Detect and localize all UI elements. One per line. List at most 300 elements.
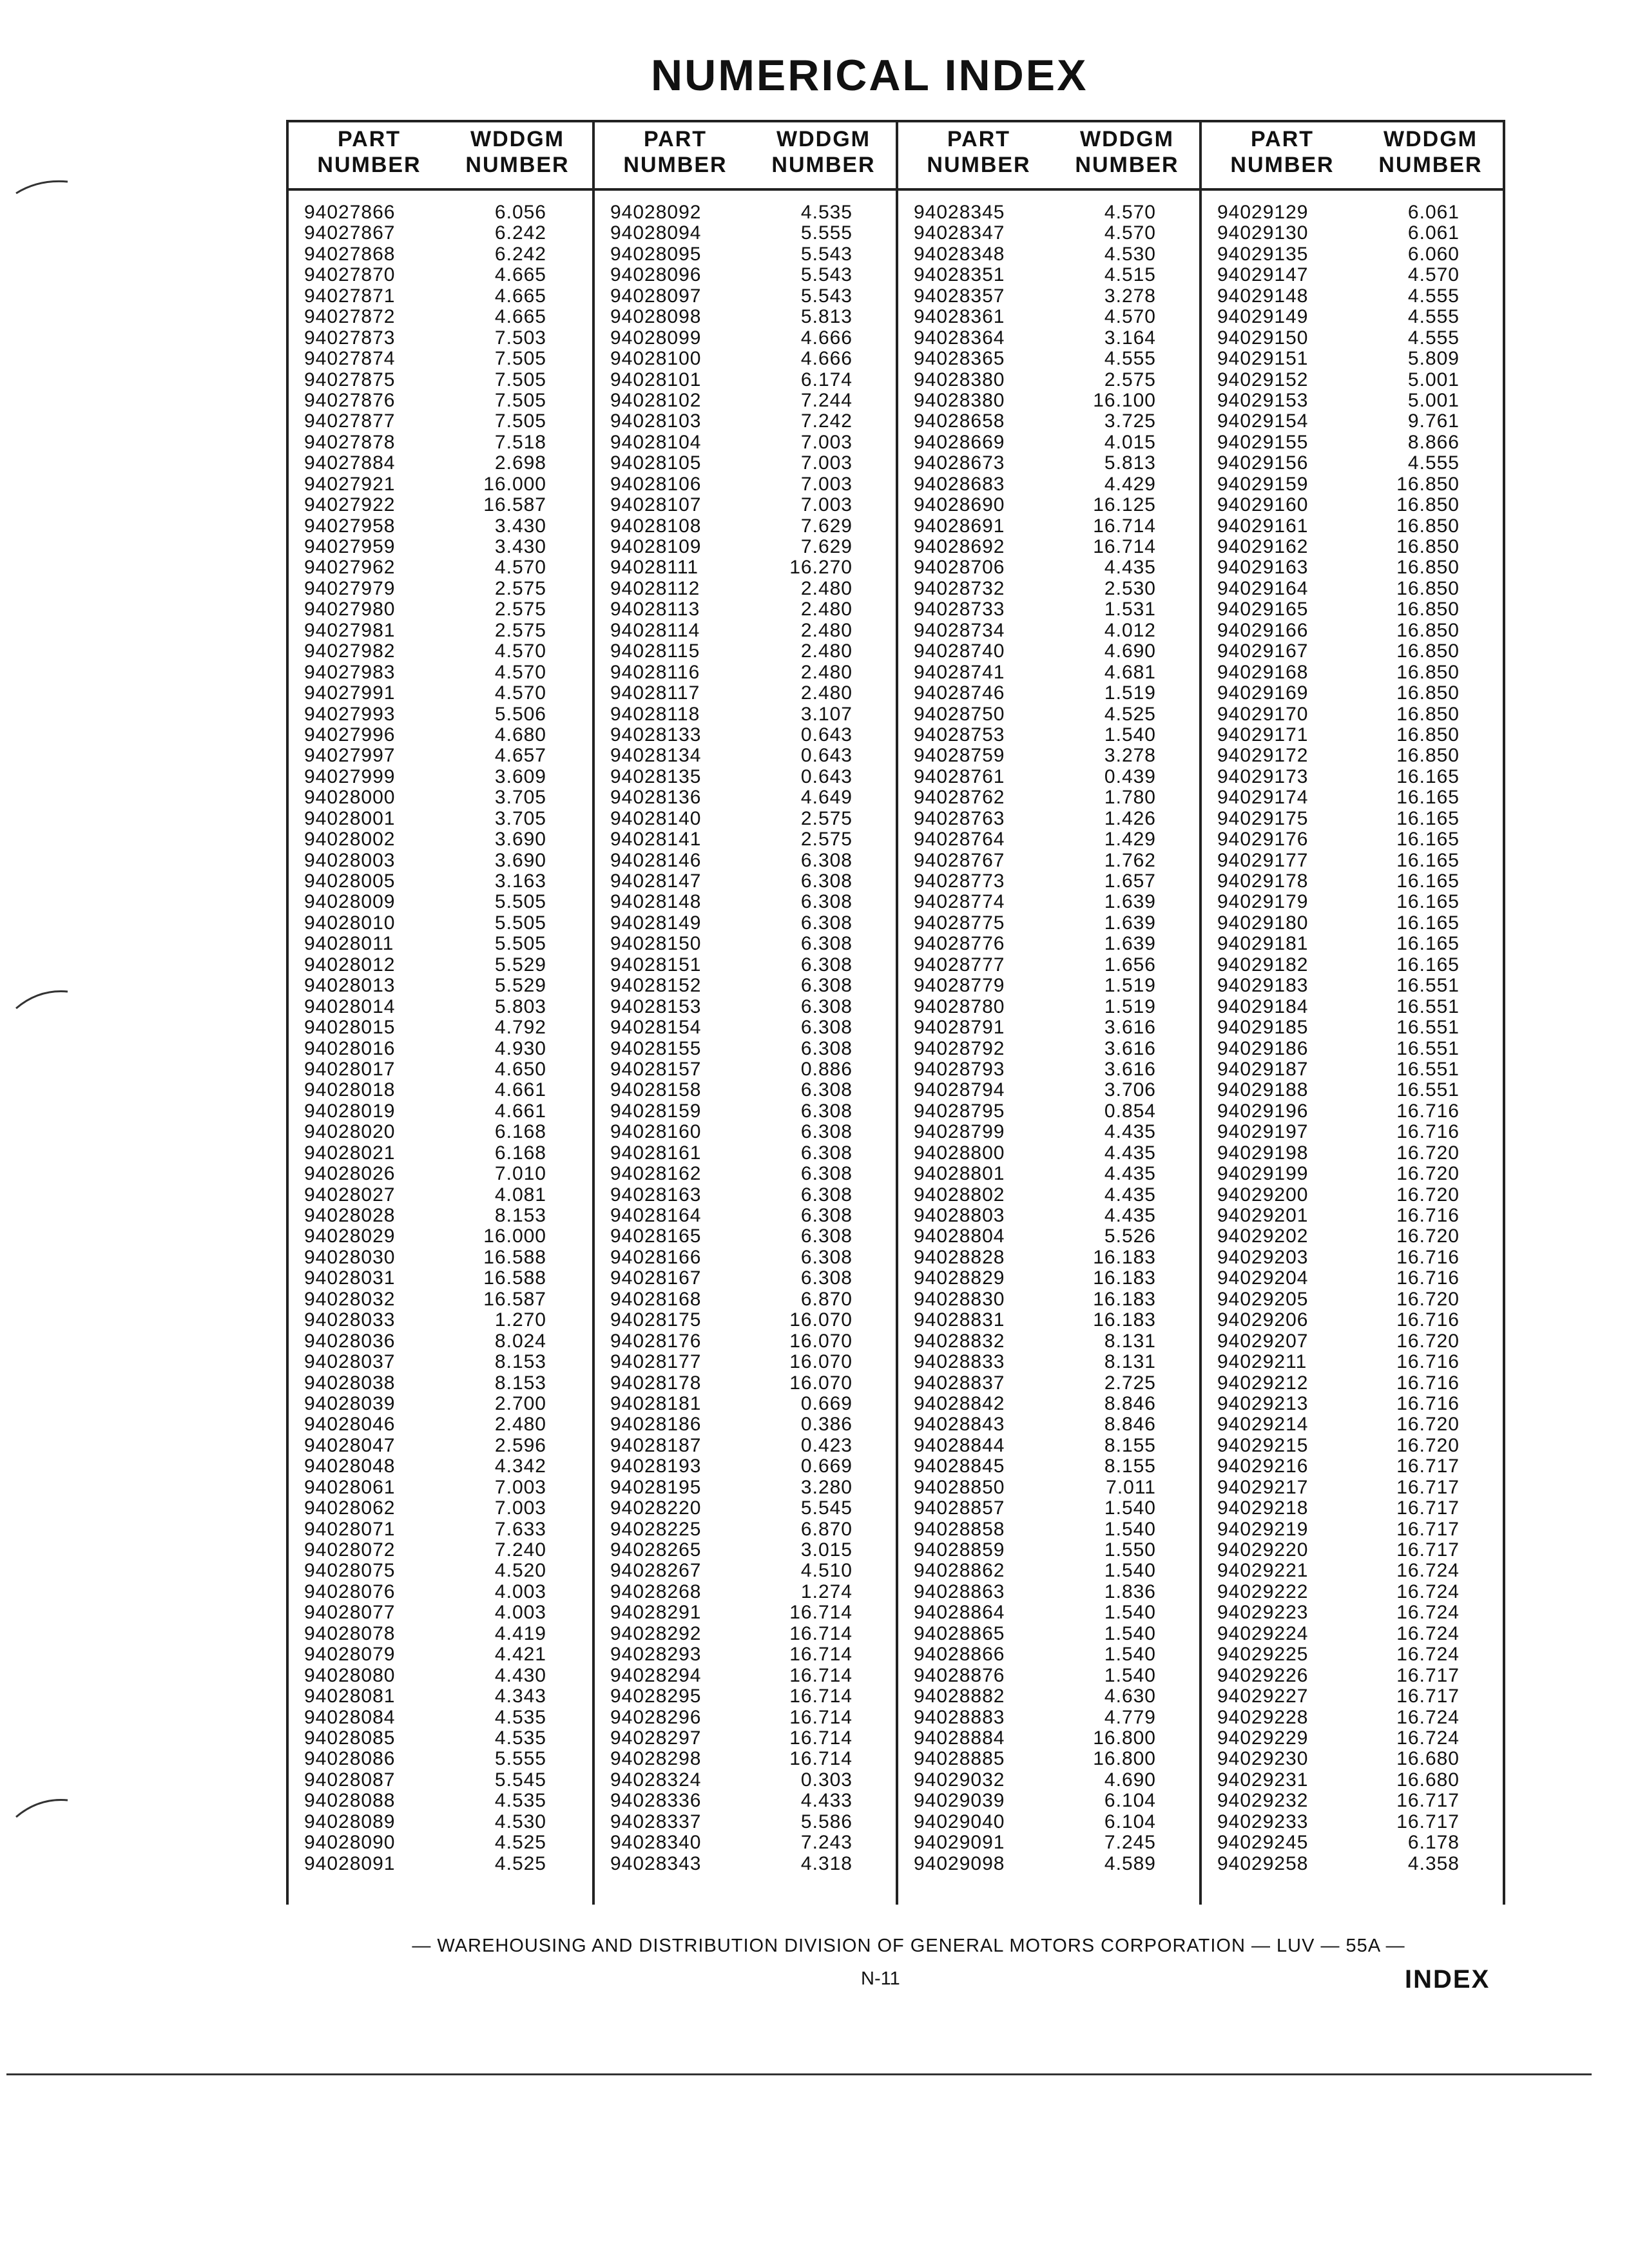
wddgm-number: 16.587 [483,494,546,516]
table-row [1202,223,1505,244]
wddgm-number: 16.551 [1396,975,1460,997]
part-number: 94029211 [1217,1351,1307,1373]
part-number: 94028116 [610,661,700,683]
table-row [289,1373,592,1394]
wddgm-number: 16.588 [483,1246,546,1268]
table-row [595,1247,898,1268]
part-number: 94028734 [914,619,1005,641]
table-row [1202,1854,1505,1874]
part-number: 94028225 [610,1518,702,1540]
part-number: 94028801 [914,1163,1005,1185]
table-row [1202,1561,1505,1581]
part-number: 94029223 [1217,1602,1309,1624]
wddgm-number: 3.430 [494,536,546,557]
wddgm-number: 3.163 [494,870,546,892]
wddgm-number: 16.716 [1396,1392,1460,1414]
table-row [1202,829,1505,850]
table-row [1202,1101,1505,1122]
wddgm-number: 16.714 [789,1706,853,1728]
wddgm-number: 5.001 [1407,369,1460,390]
part-number: 94029198 [1217,1142,1309,1164]
part-number: 94028164 [610,1205,702,1226]
wddgm-number: 16.850 [1396,640,1460,662]
table-row [898,1456,1201,1477]
part-number: 94029175 [1217,807,1309,829]
wddgm-number: 6.308 [800,1184,853,1206]
wddgm-number: 5.813 [800,306,853,328]
table-row [1202,1143,1505,1164]
part-number: 94028018 [304,1079,396,1101]
wddgm-number: 1.780 [1104,787,1156,809]
wddgm-number: 2.725 [1104,1372,1156,1394]
part-number: 94028876 [914,1664,1005,1686]
part-number: 94028186 [610,1414,702,1436]
wddgm-number: 1.657 [1104,870,1156,892]
table-row [289,892,592,912]
index-column-1 [289,120,592,1905]
wddgm-number: 16.850 [1396,745,1460,767]
part-number: 94028003 [304,849,396,871]
wddgm-number: 4.012 [1104,619,1156,641]
part-number: 94029213 [1217,1392,1309,1414]
wddgm-number: 16.165 [1396,849,1460,871]
wddgm-number: 6.308 [800,1037,853,1059]
part-number: 94029130 [1217,222,1309,244]
part-number: 94028038 [304,1372,396,1394]
table-row [595,1436,898,1456]
part-number: 94029184 [1217,995,1309,1017]
table-row [289,1812,592,1832]
part-number: 94028857 [914,1497,1005,1519]
index-column-2 [592,120,898,1905]
table-row [898,286,1201,307]
wddgm-number: 4.435 [1104,557,1156,579]
wddgm-number: 16.720 [1396,1163,1460,1185]
wddgm-number: 16.720 [1396,1288,1460,1310]
wddgm-number: 2.596 [494,1434,546,1456]
wddgm-number: 1.639 [1104,933,1156,955]
table-row [289,286,592,307]
wddgm-number: 16.680 [1396,1769,1460,1791]
part-number: 94029201 [1217,1205,1309,1226]
table-row [898,1310,1201,1331]
part-number: 94029224 [1217,1622,1309,1644]
wddgm-number: 7.244 [800,389,853,411]
part-number: 94029153 [1217,389,1309,411]
table-row [289,1164,592,1184]
wddgm-number: 1.540 [1104,1497,1156,1519]
table-row [595,328,898,349]
wddgm-number: 2.700 [494,1392,546,1414]
part-number: 94029200 [1217,1184,1309,1206]
part-number: 94028776 [914,933,1005,955]
part-number: 94028076 [304,1581,396,1602]
part-number: 94029215 [1217,1434,1309,1456]
part-number: 94028081 [304,1686,396,1707]
part-number: 94029214 [1217,1414,1309,1436]
table-row [289,871,592,892]
part-number: 94028092 [610,202,702,223]
part-number: 94029203 [1217,1246,1309,1268]
part-number: 94028102 [610,389,702,411]
wddgm-number: 2.480 [800,599,853,620]
table-row [289,955,592,975]
table-row [289,1289,592,1310]
wddgm-number: 16.714 [789,1664,853,1686]
table-row [595,1373,898,1394]
table-row [289,390,592,411]
wddgm-number: 0.643 [800,765,853,787]
part-number: 94028361 [914,306,1005,328]
table-row [595,1540,898,1561]
wddgm-number: 1.426 [1104,807,1156,829]
table-row [1202,599,1505,620]
wddgm-number: 6.308 [800,1100,853,1122]
table-row [595,1791,898,1811]
wddgm-number: 6.308 [800,975,853,997]
table-row [289,1101,592,1122]
table-row [595,997,898,1017]
part-number: 94028113 [610,599,700,620]
table-row [595,1624,898,1644]
wddgm-number: 16.724 [1396,1581,1460,1602]
table-row [1202,1352,1505,1372]
wddgm-number: 8.846 [1104,1392,1156,1414]
table-row [898,1749,1201,1769]
index-column-4 [1199,120,1505,1905]
table-row [289,244,592,265]
part-number: 94027991 [304,682,396,704]
binder-mark-middle [13,983,71,1015]
part-number: 94028010 [304,912,396,934]
part-number: 94028193 [610,1456,702,1477]
wddgm-number: 7.003 [800,452,853,474]
table-row [595,1666,898,1686]
part-number: 94028134 [610,745,702,767]
index-rows [595,202,898,1874]
part-number: 94029202 [1217,1225,1309,1247]
wddgm-number: 1.274 [800,1581,853,1602]
wddgm-number: 16.724 [1396,1622,1460,1644]
wddgm-number: 4.343 [494,1686,546,1707]
part-number: 94029098 [914,1852,1005,1874]
table-row [1202,1226,1505,1247]
wddgm-number: 16.714 [1093,536,1156,557]
wddgm-number: 16.850 [1396,473,1460,495]
table-row [289,1122,592,1142]
part-number: 94029221 [1217,1560,1309,1582]
table-row [898,537,1201,557]
wddgm-number: 8.153 [494,1205,546,1226]
wddgm-number: 8.846 [1104,1414,1156,1436]
wddgm-number: 3.705 [494,787,546,809]
part-number: 94028800 [914,1142,1005,1164]
part-number: 94028658 [914,410,1005,432]
index-rows [289,202,592,1874]
part-number: 94028364 [914,327,1005,349]
header-part-sub: NUMBER [623,153,728,177]
part-number: 94028029 [304,1225,396,1247]
wddgm-number: 4.665 [494,285,546,307]
table-row [1202,390,1505,411]
table-row [289,1310,592,1331]
table-row [595,1268,898,1289]
table-row [595,975,898,996]
header-part-label: PART [643,127,708,151]
part-number: 94028340 [610,1832,702,1854]
table-row [898,787,1201,808]
part-number: 94028027 [304,1184,396,1206]
part-number: 94028175 [610,1309,702,1331]
binder-mark-bottom [13,1791,71,1823]
header-part-sub: NUMBER [927,153,1031,177]
table-row [595,1080,898,1100]
table-row [898,892,1201,912]
part-number: 94028019 [304,1100,396,1122]
table-row [289,223,592,244]
table-row [289,1770,592,1791]
table-row [289,1206,592,1226]
part-number: 94028100 [610,348,702,370]
table-row [289,641,592,662]
part-number: 94028005 [304,870,396,892]
table-row [289,1728,592,1749]
wddgm-number: 8.155 [1104,1434,1156,1456]
wddgm-number: 5.809 [1407,348,1460,370]
table-row [898,725,1201,745]
table-row [898,202,1201,223]
wddgm-number: 2.575 [1104,369,1156,390]
table-row [595,1519,898,1540]
part-number: 94028295 [610,1686,702,1707]
header-part-sub: NUMBER [317,153,421,177]
part-number: 94028039 [304,1392,396,1414]
part-number: 94029039 [914,1790,1005,1812]
table-row [1202,1791,1505,1811]
table-row [289,1832,592,1853]
table-row [1202,1331,1505,1352]
part-number: 94028030 [304,1246,396,1268]
wddgm-number: 16.000 [483,1225,546,1247]
table-row [595,787,898,808]
part-number: 94028048 [304,1456,396,1477]
wddgm-number: 4.525 [494,1852,546,1874]
wddgm-number: 7.505 [494,389,546,411]
header-wddgm-sub: NUMBER [1075,153,1179,177]
table-row [595,1707,898,1728]
part-number: 94028380 [914,389,1005,411]
part-number: 94028774 [914,891,1005,913]
table-row [898,557,1201,578]
table-row [898,1770,1201,1791]
part-number: 94029173 [1217,765,1309,787]
wddgm-number: 7.629 [800,536,853,557]
part-number: 94028351 [914,264,1005,286]
wddgm-number: 3.609 [494,765,546,787]
table-row [595,1582,898,1602]
part-number: 94028168 [610,1288,702,1310]
part-number: 94029231 [1217,1769,1309,1791]
table-row [898,307,1201,327]
part-number: 94029216 [1217,1456,1309,1477]
part-number: 94028733 [914,599,1005,620]
table-row [1202,1519,1505,1540]
table-row [289,787,592,808]
wddgm-number: 16.724 [1396,1644,1460,1666]
table-row [1202,787,1505,808]
part-number: 94028780 [914,995,1005,1017]
table-row [289,1436,592,1456]
binder-mark-top [13,174,71,200]
wddgm-number: 4.435 [1104,1121,1156,1143]
wddgm-number: 16.724 [1396,1602,1460,1624]
table-row [898,1624,1201,1644]
table-row [289,1143,592,1164]
part-number: 94029207 [1217,1330,1309,1352]
part-number: 94028154 [610,1017,702,1039]
wddgm-number: 0.439 [1104,765,1156,787]
part-number: 94028882 [914,1686,1005,1707]
table-row [289,1226,592,1247]
part-number: 94028773 [914,870,1005,892]
table-row [289,516,592,537]
wddgm-number: 7.240 [494,1539,546,1561]
table-row [289,1059,592,1080]
part-number: 94028732 [914,577,1005,599]
part-number: 94027876 [304,389,396,411]
part-number: 94028062 [304,1497,396,1519]
part-number: 94028759 [914,745,1005,767]
wddgm-number: 4.430 [494,1664,546,1686]
table-row [289,495,592,515]
part-number: 94029156 [1217,452,1309,474]
table-row [898,1039,1201,1059]
part-number: 94029032 [914,1769,1005,1791]
part-number: 94028763 [914,807,1005,829]
table-row [289,1414,592,1435]
table-row [595,704,898,725]
wddgm-number: 16.724 [1396,1706,1460,1728]
wddgm-number: 16.714 [789,1727,853,1749]
wddgm-number: 16.716 [1396,1100,1460,1122]
wddgm-number: 6.061 [1407,202,1460,223]
table-row [898,745,1201,766]
table-row [289,913,592,934]
table-row [898,934,1201,954]
table-row [1202,1666,1505,1686]
wddgm-number: 3.706 [1104,1079,1156,1101]
table-row [1202,1456,1505,1477]
wddgm-number: 16.125 [1093,494,1156,516]
table-row [595,1561,898,1581]
table-row [898,662,1201,683]
wddgm-number: 16.716 [1396,1267,1460,1289]
table-row [289,1686,592,1707]
table-row [1202,411,1505,432]
table-row [1202,1770,1505,1791]
part-number: 94028761 [914,765,1005,787]
part-number: 94028777 [914,954,1005,975]
part-number: 94029174 [1217,787,1309,809]
table-row [595,202,898,223]
wddgm-number: 1.540 [1104,1644,1156,1666]
part-number: 94028795 [914,1100,1005,1122]
table-row [898,1686,1201,1707]
table-row [1202,975,1505,996]
table-row [898,1185,1201,1206]
wddgm-number: 16.720 [1396,1225,1460,1247]
table-row [1202,1289,1505,1310]
table-row [289,1185,592,1206]
part-number: 94028097 [610,285,702,307]
part-number: 94029205 [1217,1288,1309,1310]
part-number: 94027993 [304,703,396,725]
table-row [595,809,898,829]
wddgm-number: 1.656 [1104,954,1156,975]
wddgm-number: 7.003 [800,473,853,495]
header-part-label: PART [947,127,1011,151]
wddgm-number: 1.762 [1104,849,1156,871]
section-label: INDEX [1405,1965,1490,1994]
wddgm-number: 16.183 [1093,1267,1156,1289]
table-row [595,725,898,745]
part-number: 94028159 [610,1100,702,1122]
part-number: 94028831 [914,1309,1005,1331]
table-row [289,1602,592,1623]
wddgm-number: 2.480 [494,1414,546,1436]
part-number: 94028141 [610,829,702,850]
wddgm-number: 4.555 [1104,348,1156,370]
wddgm-number: 4.779 [1104,1706,1156,1728]
part-number: 94028864 [914,1602,1005,1624]
part-number: 94028166 [610,1246,702,1268]
table-row [898,829,1201,850]
part-number: 94028118 [610,703,700,725]
table-row [595,1185,898,1206]
table-row [289,934,592,954]
table-row [1202,244,1505,265]
table-row [898,850,1201,871]
wddgm-number: 4.535 [800,202,853,223]
table-row [289,829,592,850]
wddgm-number: 3.725 [1104,410,1156,432]
table-row [1202,1749,1505,1769]
wddgm-number: 4.433 [800,1790,853,1812]
part-number: 94028160 [610,1121,702,1143]
wddgm-number: 0.854 [1104,1100,1156,1122]
wddgm-number: 3.616 [1104,1058,1156,1080]
part-number: 94029176 [1217,829,1309,850]
table-row [898,1059,1201,1080]
table-row [898,244,1201,265]
table-row [898,1017,1201,1038]
wddgm-number: 16.165 [1396,912,1460,934]
wddgm-number: 7.518 [494,431,546,453]
wddgm-number: 4.661 [494,1079,546,1101]
wddgm-number: 16.717 [1396,1518,1460,1540]
part-number: 94027996 [304,724,396,745]
table-row [898,1080,1201,1100]
table-row [898,370,1201,390]
part-number: 94028794 [914,1079,1005,1101]
wddgm-number: 4.555 [1407,285,1460,307]
wddgm-number: 4.535 [494,1790,546,1812]
table-row [1202,202,1505,223]
bottom-rule [6,2073,1592,2075]
part-number: 94028167 [610,1267,702,1289]
wddgm-number: 16.183 [1093,1309,1156,1331]
wddgm-number: 6.174 [800,369,853,390]
